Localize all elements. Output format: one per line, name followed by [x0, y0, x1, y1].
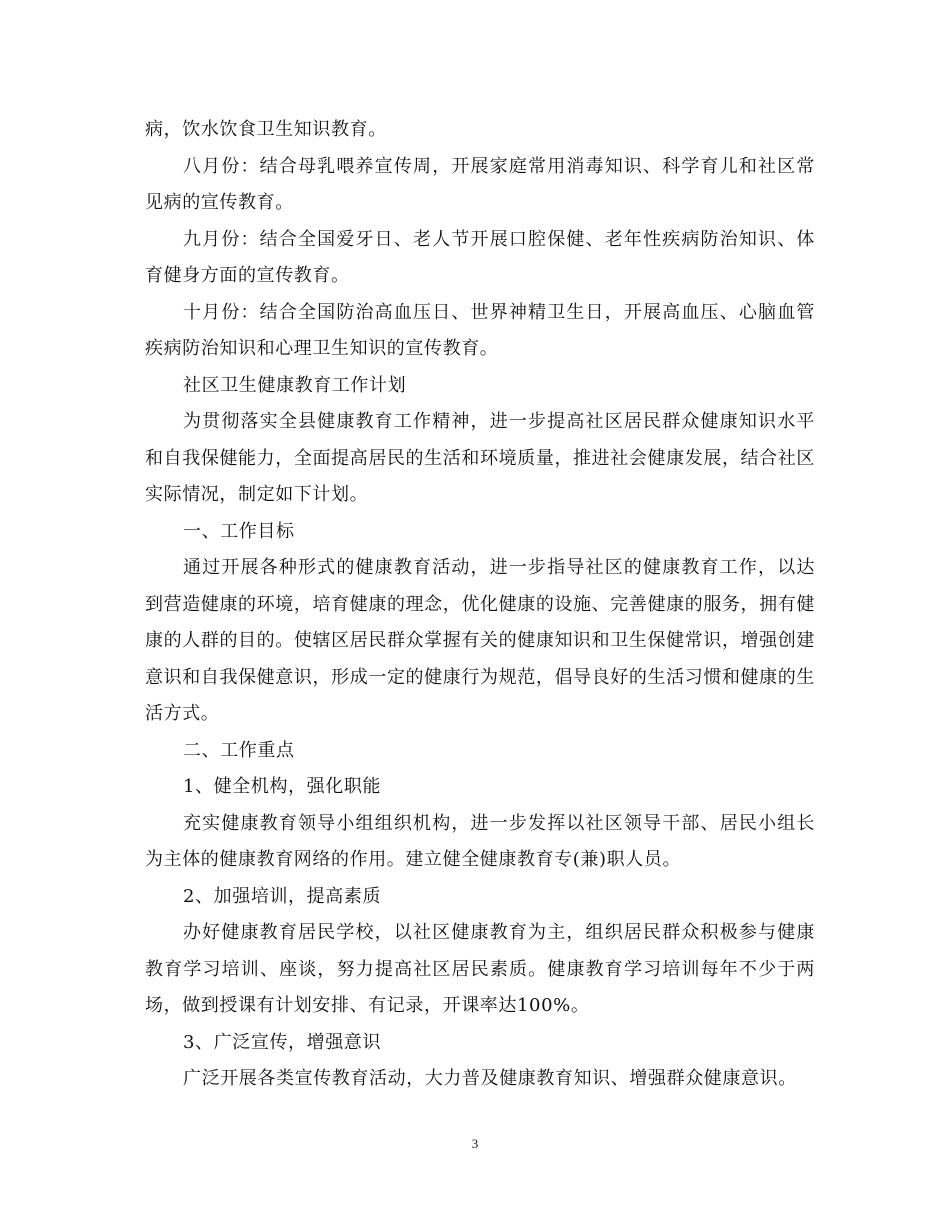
- page-number: 3: [471, 1136, 479, 1151]
- paragraph: 广泛开展各类宣传教育活动，大力普及健康教育知识、增强群众健康意识。: [183, 1068, 797, 1089]
- subsection-heading: 3、广泛宣传，增强意识: [183, 1031, 382, 1053]
- paragraph: 病，饮水饮食卫生知识教育。: [145, 119, 387, 140]
- paragraph: 办好健康教育居民学校，以社区健康教育为主，组织居民群众积极参与健康教育学习培训、座谈，努力提高社区居民素质。健康教育学习培训每年不少于两场，做到授课有计划安排、有记录，开课率达100%。: [145, 922, 815, 1016]
- document-body: [145, 112, 815, 1098]
- section-heading: 一、工作目标: [183, 520, 295, 542]
- subsection-heading: 2、加强培训，提高素质: [183, 885, 382, 907]
- paragraph: 为贯彻落实全县健康教育工作精神，进一步提高社区居民群众健康知识水平和自我保健能力，全面提高居民的生活和环境质量，推进社会健康发展，结合社区实际情况，制定如下计划。: [145, 411, 815, 505]
- section-title: 社区卫生健康教育工作计划: [183, 374, 407, 396]
- paragraph: 充实健康教育领导小组组织机构，进一步发挥以社区领导干部、居民小组长为主体的健康教育网络的作用。建立健全健康教育专(兼)职人员。: [145, 812, 815, 870]
- paragraph: 通过开展各种形式的健康教育活动，进一步指导社区的健康教育工作，以达到营造健康的环境，培育健康的理念，优化健康的设施、完善健康的服务，拥有健康的人群的目的。使辖区居民群众掌握有关的健康知识和卫生保健常识，增强创建意识和自我保健意识，形成一定的健康行为规范，倡导良好的生活习惯和健康的生活方式。: [145, 557, 815, 724]
- subsection-heading: 1、健全机构，强化职能: [183, 776, 382, 797]
- section-heading: 二、工作重点: [183, 739, 295, 761]
- paragraph: 八月份：结合母乳喂养宣传周，开展家庭常用消毒知识、科学育儿和社区常见病的宣传教育。: [145, 155, 815, 213]
- paragraph: 十月份：结合全国防治高血压日、世界神精卫生日，开展高血压、心脑血管疾病防治知识和心理卫生知识的宣传教育。: [145, 301, 815, 359]
- paragraph: 九月份：结合全国爱牙日、老人节开展口腔保健、老年性疾病防治知识、体育健身方面的宣传教育。: [145, 228, 815, 286]
